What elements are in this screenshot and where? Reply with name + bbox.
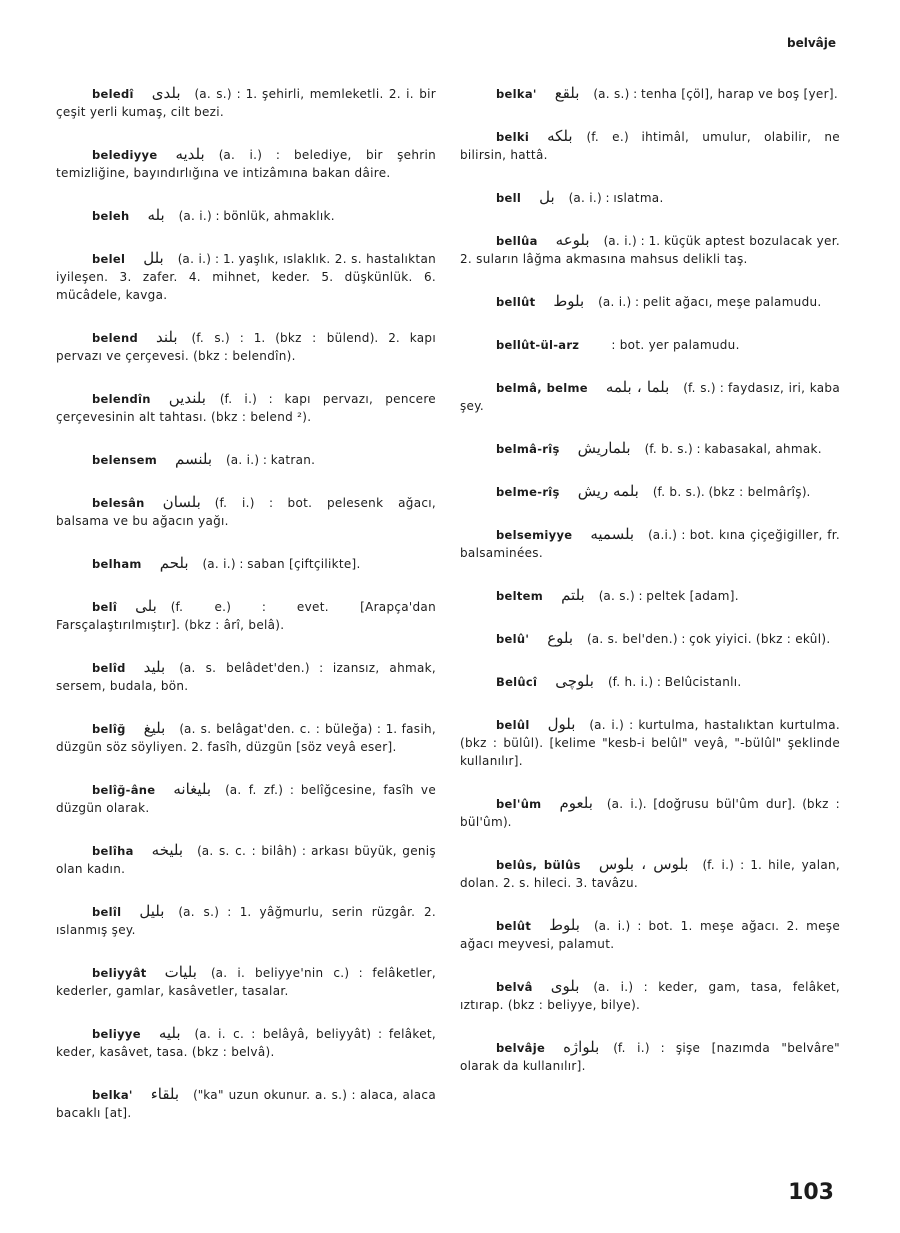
entry-headword: belîl bbox=[92, 905, 122, 919]
dictionary-entry bbox=[56, 841, 436, 878]
entry-definition: (a. s.) : peltek [adam]. bbox=[598, 589, 739, 603]
entry-definition: (a. i.) : bot. 1. meşe ağacı. 2. meşe ağacı meyvesi, palamut. bbox=[460, 919, 840, 951]
entry-headword: belesân bbox=[92, 496, 145, 510]
entry-definition: (a.i.) : bot. kına çiçeğigiller, fr. balsaminées. bbox=[460, 528, 840, 560]
entry-arabic-script: بليغانه bbox=[173, 780, 212, 798]
entry-arabic-script: بلوط bbox=[549, 916, 580, 934]
entry-arabic-script: بليه bbox=[158, 1024, 181, 1042]
entry-headword: belmâ, belme bbox=[496, 381, 588, 395]
dictionary-entry bbox=[460, 794, 840, 831]
entry-headword: belka' bbox=[92, 1088, 133, 1102]
dictionary-entry bbox=[56, 493, 436, 530]
dictionary-entry bbox=[460, 916, 840, 953]
entry-definition: (a. i.) : ıslatma. bbox=[568, 191, 664, 205]
entry-definition: (f. i.) : 1. hile, yalan, dolan. 2. s. hileci. 3. tavâzu. bbox=[460, 858, 841, 890]
entry-definition: (a. i.) : belediye, bir şehrin temizliğine, bayındırlığına ve intizâmına bakan dâire. bbox=[56, 148, 436, 180]
entry-arabic-script: بلحم bbox=[159, 554, 189, 572]
entry-arabic-script: بلعوم bbox=[559, 794, 593, 812]
entry-arabic-script: بليات bbox=[164, 963, 197, 981]
entry-headword: belîha bbox=[92, 844, 134, 858]
entry-headword: beltem bbox=[496, 589, 544, 603]
entry-arabic-script: بلنديں bbox=[168, 389, 206, 407]
entry-arabic-script: بلوط bbox=[553, 292, 585, 310]
dictionary-entry bbox=[460, 1038, 840, 1075]
entry-headword: bell bbox=[496, 191, 522, 205]
entry-arabic-script: بلسميه bbox=[590, 525, 635, 543]
entry-headword: beliyyât bbox=[92, 966, 147, 980]
entry-arabic-script: بليد bbox=[143, 658, 166, 676]
entry-definition: (a. s.) : 1. şehirli, memleketli. 2. i. bir çeşit yerli kumaş, cilt bezi. bbox=[56, 87, 436, 119]
entry-arabic-script: بليخه bbox=[151, 841, 184, 859]
entry-arabic-script: بلواژه bbox=[563, 1038, 600, 1056]
dictionary-entry bbox=[460, 439, 840, 458]
entry-headword: belvâje bbox=[496, 1041, 546, 1055]
dictionary-entry bbox=[460, 84, 840, 103]
entry-headword: belend bbox=[92, 331, 138, 345]
entry-definition: (f. i.) : kapı pervazı, pencere çerçevesinin alt tahtası. (bkz : belend ²). bbox=[56, 392, 436, 424]
entry-arabic-script: بلل bbox=[143, 249, 164, 267]
entry-headword: belendîn bbox=[92, 392, 151, 406]
dictionary-entry bbox=[56, 658, 436, 695]
entry-definition: (a. s. belâdet'den.) : izansız, ahmak, sersem, budala, bön. bbox=[56, 661, 436, 693]
entry-arabic-script: بلكه bbox=[547, 127, 573, 145]
entry-definition: : bot. yer palamudu. bbox=[611, 338, 740, 352]
entry-headword: beledî bbox=[92, 87, 134, 101]
entry-arabic-script: بلمه ريش bbox=[577, 482, 639, 500]
entry-definition: (f. i.) : bot. pelesenk ağacı, balsama ve bu ağacın yağı. bbox=[56, 496, 436, 528]
entry-headword: belîğ bbox=[92, 722, 126, 736]
entry-definition: (f. s.) : faydasız, iri, kaba şey. bbox=[460, 381, 840, 413]
dictionary-entry bbox=[460, 378, 840, 415]
dictionary-entry bbox=[56, 597, 436, 634]
dictionary-entry bbox=[460, 855, 840, 892]
entry-headword: belmâ-rîş bbox=[496, 442, 560, 456]
entry-definition: (a. i. beliyye'nin c.) : felâketler, kederler, gamlar, kasâvetler, tasalar. bbox=[56, 966, 436, 998]
entry-headword: bel'ûm bbox=[496, 797, 542, 811]
entry-definition: (a. i.) : pelit ağacı, meşe palamudu. bbox=[598, 295, 822, 309]
entry-arabic-script: بلنسم bbox=[175, 450, 213, 468]
dictionary-entry bbox=[56, 389, 436, 426]
entry-definition: (f. i.) : şişe [nazımda "belvâre" olarak da kullanılır]. bbox=[460, 1041, 840, 1073]
entry-arabic-script: بلى bbox=[135, 597, 157, 615]
entry-headword: belût bbox=[496, 919, 532, 933]
dictionary-entry bbox=[56, 450, 436, 469]
entry-headword: bellût bbox=[496, 295, 536, 309]
entry-arabic-script: بليل bbox=[139, 902, 165, 920]
entry-headword: beleh bbox=[92, 209, 130, 223]
entry-arabic-script: بلول bbox=[547, 715, 576, 733]
entry-definition: (a. i.) : 1. küçük aptest bozulacak yer. 2. suların lâğma akmasına mahsus delikli taş. bbox=[460, 234, 840, 266]
entry-definition: (f. h. i.) : Belûcistanlı. bbox=[607, 675, 742, 689]
entry-definition: (a. i.) : saban [çiftçilikte]. bbox=[202, 557, 361, 571]
dictionary-entry bbox=[460, 127, 840, 164]
dictionary-entry bbox=[56, 780, 436, 817]
dictionary-entry bbox=[460, 188, 840, 207]
entry-arabic-script: بلوع bbox=[547, 629, 574, 647]
entry-headword: belka' bbox=[496, 87, 537, 101]
entry-definition: (a. s. c. : bilâh) : arkası büyük, geniş olan kadın. bbox=[56, 844, 436, 876]
entry-headword: belvâ bbox=[496, 980, 533, 994]
entry-headword: belediyye bbox=[92, 148, 158, 162]
entry-definition: (a. i.). [doğrusu bül'ûm dur]. (bkz : bül'ûm). bbox=[460, 797, 840, 829]
entry-headword: bellût-ül-arz bbox=[496, 338, 580, 352]
dictionary-entry bbox=[460, 335, 840, 354]
dictionary-entry bbox=[460, 292, 840, 311]
entry-arabic-script: بلقع bbox=[554, 84, 580, 102]
entry-arabic-script: بله bbox=[147, 206, 165, 224]
dictionary-entry bbox=[56, 1024, 436, 1061]
entry-definition: (a. i.) : keder, gam, tasa, felâket, ıztırap. (bkz : beliyye, bilye). bbox=[460, 980, 840, 1012]
entry-headword: bellûa bbox=[496, 234, 538, 248]
dictionary-entry bbox=[56, 206, 436, 225]
running-header: belvâje bbox=[786, 36, 836, 50]
entry-headword: belîğ-âne bbox=[92, 783, 156, 797]
entry-arabic-script: بل bbox=[539, 188, 555, 206]
entry-arabic-script: بلسان bbox=[162, 493, 201, 511]
dictionary-entry bbox=[56, 719, 436, 756]
dictionary-entry bbox=[56, 963, 436, 1000]
dictionary-entry bbox=[460, 672, 840, 691]
entry-arabic-script: بلتم bbox=[561, 586, 585, 604]
dictionary-entry bbox=[56, 554, 436, 573]
entry-definition: (f. s.) : 1. (bkz : bülend). 2. kapı pervazı ve çerçevesi. (bkz : belendîn). bbox=[56, 331, 436, 363]
entry-headword: belîd bbox=[92, 661, 126, 675]
right-column bbox=[460, 84, 840, 1099]
entry-headword: belme-rîş bbox=[496, 485, 560, 499]
entry-headword: belham bbox=[92, 557, 142, 571]
dictionary-entry bbox=[56, 84, 436, 121]
page-number: 103 bbox=[788, 1180, 834, 1205]
entry-headword: belki bbox=[496, 130, 530, 144]
entry-definition: (f. e.) : evet. [Arapça'dan Farsçalaştırılmıştır]. (bkz : ârî, belâ). bbox=[56, 600, 436, 632]
entry-arabic-script: بلوچى bbox=[555, 672, 594, 690]
entry-headword: belel bbox=[92, 252, 126, 266]
entry-definition: (a. f. zf.) : belîğcesine, fasîh ve düzgün olarak. bbox=[56, 783, 436, 815]
dictionary-entry bbox=[56, 145, 436, 182]
entry-definition: (f. e.) ihtimâl, umulur, olabilir, ne bilirsin, hattâ. bbox=[460, 130, 840, 162]
dictionary-entry bbox=[56, 902, 436, 939]
entry-arabic-script: بلوعه bbox=[555, 231, 590, 249]
entry-arabic-script: بلديه bbox=[175, 145, 205, 163]
entry-headword: Belûcî bbox=[496, 675, 538, 689]
entry-definition: (a. s. bel'den.) : çok yiyici. (bkz : ekûl). bbox=[587, 632, 831, 646]
entry-headword: belsemiyye bbox=[496, 528, 573, 542]
entry-definition: (a. i.) : katran. bbox=[226, 453, 316, 467]
entry-arabic-script: بلوس ، بلوس bbox=[598, 855, 689, 873]
dictionary-entry bbox=[460, 586, 840, 605]
dictionary-entry bbox=[460, 231, 840, 268]
entry-arabic-script: بلند bbox=[156, 328, 178, 346]
entry-arabic-script: بلدى bbox=[151, 84, 181, 102]
left-column bbox=[56, 84, 436, 1146]
entry-definition: (a. i.) : 1. yaşlık, ıslaklık. 2. s. hastalıktan iyileşen. 3. zafer. 4. mihnet, keder. 5. düşkünlük. 6. mücâdele, kavga. bbox=[56, 252, 436, 302]
entry-headword: belî bbox=[92, 600, 118, 614]
dictionary-entry bbox=[460, 715, 840, 770]
dictionary-entry bbox=[56, 1085, 436, 1122]
entry-definition: (a. s.) : tenha [çöl], harap ve boş [yer]. bbox=[593, 87, 838, 101]
entry-definition: (a. i. c. : belâyâ, beliyyât) : felâket, keder, kasâvet, tasa. (bkz : belvâ). bbox=[56, 1027, 436, 1059]
entry-arabic-script: بلما ، بلمه bbox=[605, 378, 670, 396]
entry-arabic-script: بلماريش bbox=[577, 439, 631, 457]
dictionary-entry bbox=[460, 482, 840, 501]
entry-headword: belû' bbox=[496, 632, 530, 646]
dictionary-entry bbox=[460, 629, 840, 648]
entry-definition: (a. s. belâgat'den. c. : büleğa) : 1. fasih, düzgün söz söyliyen. 2. fasîh, düzgün [söz veyâ eser]. bbox=[56, 722, 436, 754]
entry-headword: belensem bbox=[92, 453, 157, 467]
entry-headword: belûs, bülûs bbox=[496, 858, 581, 872]
entry-definition: (a. i.) : kurtulma, hastalıktan kurtulma. (bkz : bülûl). [kelime "kesb-i belûl" veyâ, "-bülûl" şeklinde kullanılır]. bbox=[460, 718, 840, 768]
entry-definition: (a. i.) : bönlük, ahmaklık. bbox=[178, 209, 335, 223]
entry-arabic-script: بلقاء bbox=[150, 1085, 180, 1103]
dictionary-entry bbox=[56, 249, 436, 304]
entry-definition: ("ka" uzun okunur. a. s.) : alaca, alaca bacaklı [at]. bbox=[56, 1088, 436, 1120]
dictionary-entry bbox=[460, 525, 840, 562]
entry-headword: beliyye bbox=[92, 1027, 141, 1041]
entry-definition: (f. b. s.). (bkz : belmârîş). bbox=[652, 485, 811, 499]
dictionary-entry bbox=[460, 977, 840, 1014]
entry-arabic-script: بلوى bbox=[550, 977, 580, 995]
entry-headword: belûl bbox=[496, 718, 530, 732]
dictionary-entry bbox=[56, 328, 436, 365]
entry-arabic-script: بليغ bbox=[143, 719, 166, 737]
entry-definition: (f. b. s.) : kabasakal, ahmak. bbox=[644, 442, 822, 456]
entry-definition: (a. s.) : 1. yâğmurlu, serin rüzgâr. 2. ıslanmış şey. bbox=[56, 905, 436, 937]
